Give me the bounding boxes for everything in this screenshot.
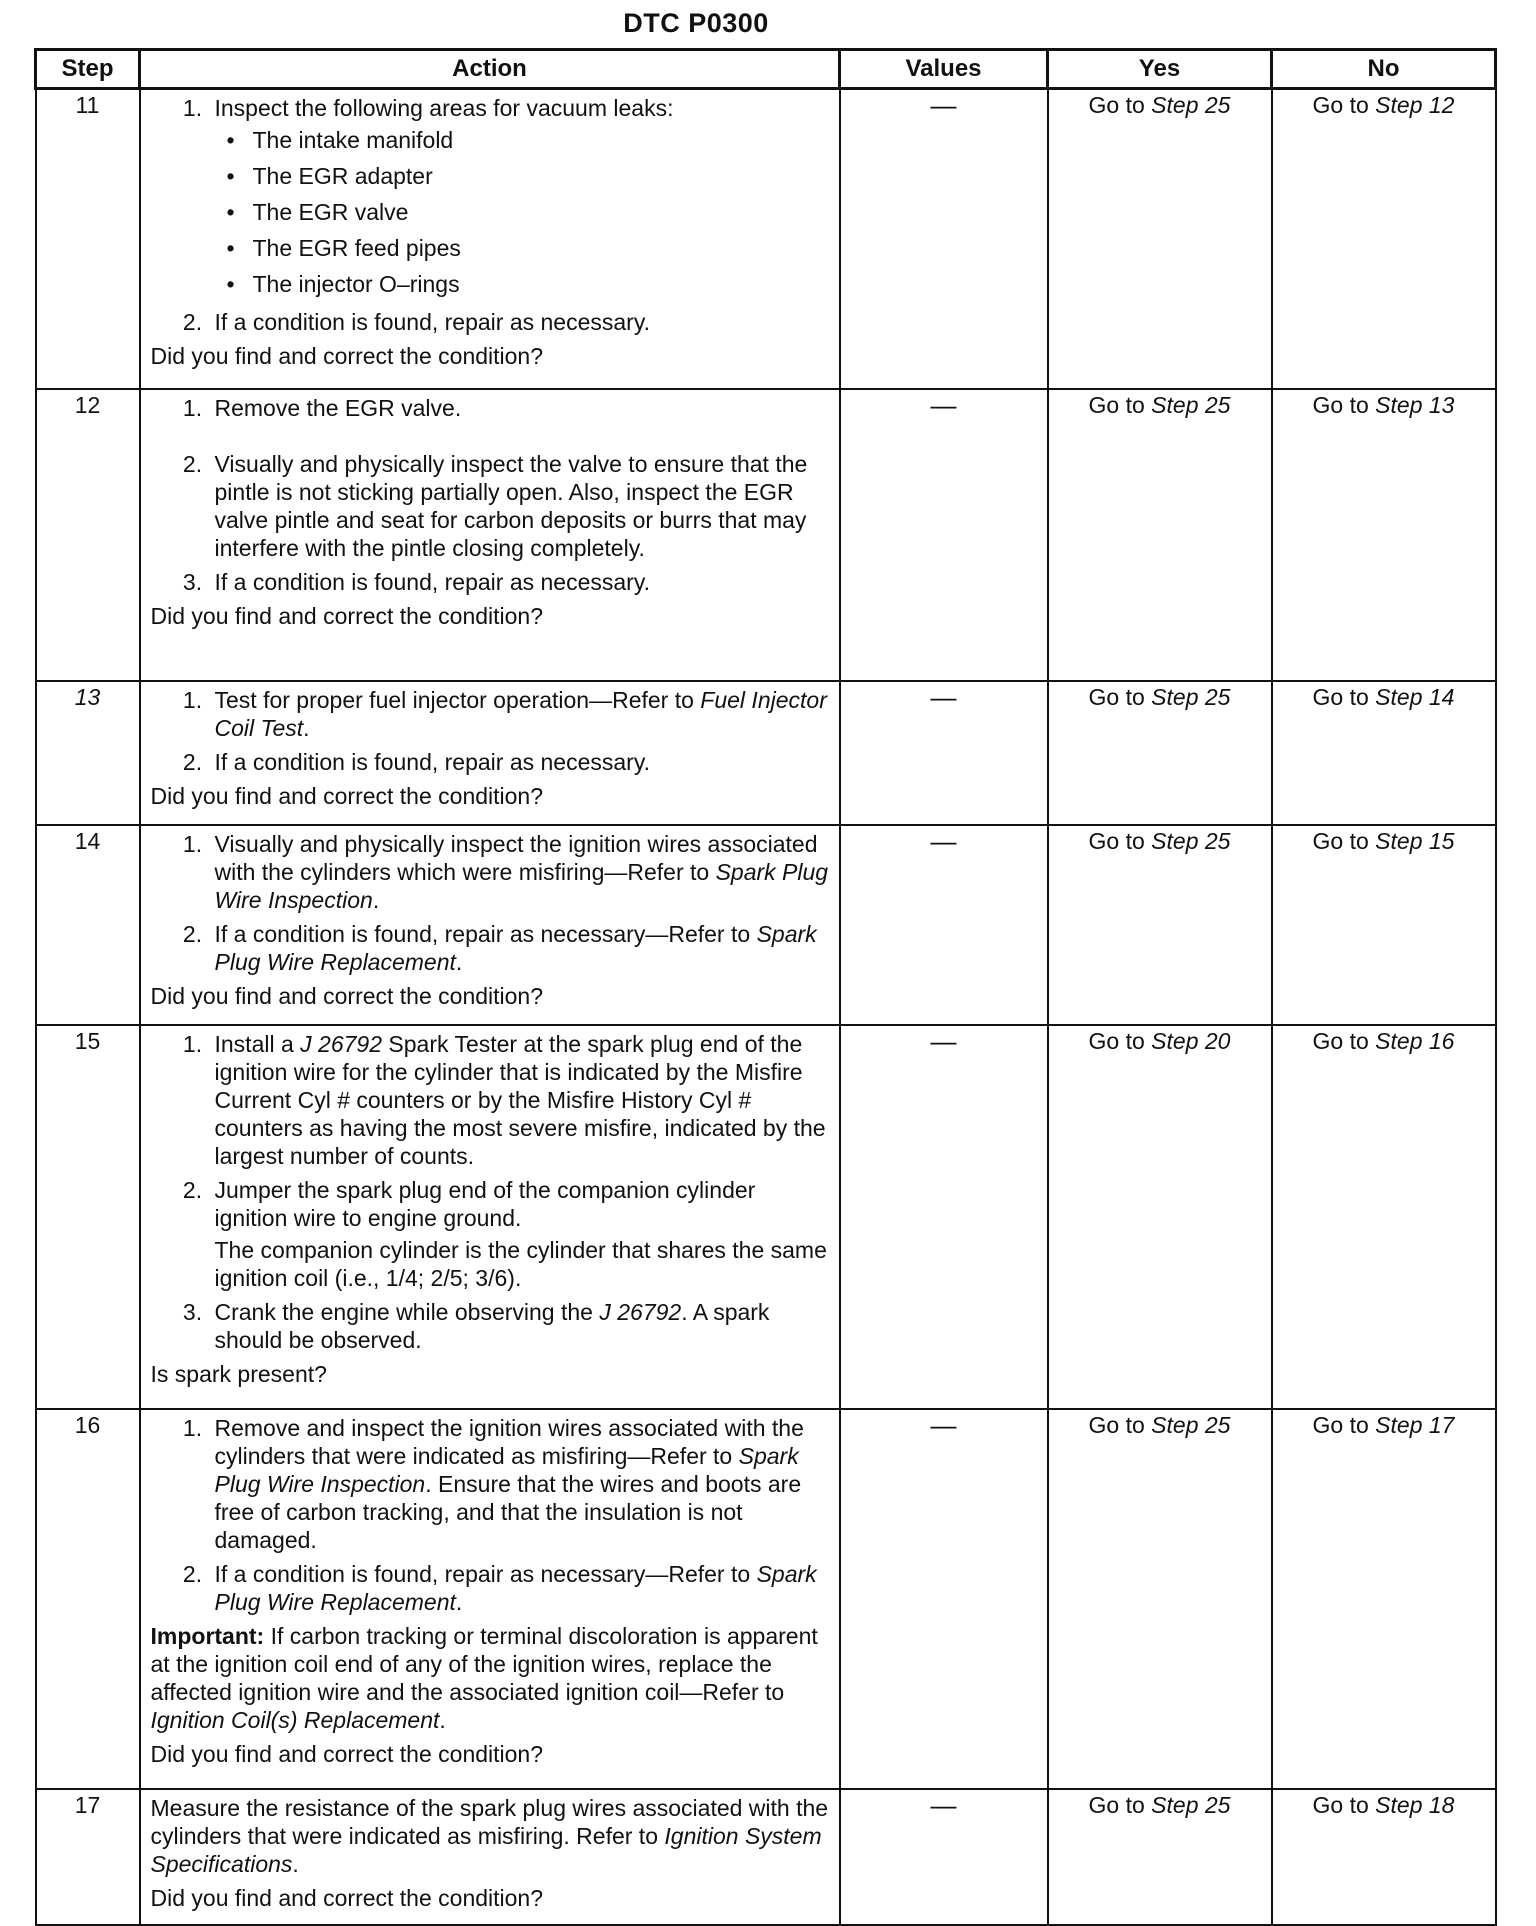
- no-step-link: Step 17: [1375, 1411, 1455, 1438]
- question: Did you find and correct the condition?: [150, 982, 544, 1009]
- tool-name: J 26792: [300, 1030, 383, 1057]
- reference: Ignition System Specifications: [150, 1822, 822, 1877]
- question: Is spark present?: [150, 1360, 327, 1387]
- yes-cell: Go to Step 25: [1048, 681, 1272, 825]
- no-step-link: Step 13: [1375, 391, 1455, 418]
- reference: Spark Plug Wire Replacement: [214, 1560, 817, 1615]
- action-item: 1. Test for proper fuel injector operation—Refer to Fuel Injector Coil Test.: [209, 686, 829, 742]
- step-number: 14: [36, 825, 140, 1025]
- no-step-link: Step 18: [1375, 1791, 1455, 1818]
- bullet-item: • The intake manifold: [247, 122, 829, 158]
- action-item: 1. Inspect the following areas for vacuum leaks: • The intake manifold • The EGR adapter • The EGR valve • The EGR feed pipes • The injector O–rings: [209, 94, 829, 302]
- bullet-item: • The EGR adapter: [247, 158, 829, 194]
- header-yes: Yes: [1048, 50, 1272, 89]
- action-cell: [140, 389, 840, 681]
- no-cell: Go to Step 17: [1272, 1409, 1496, 1789]
- dtc-table: [34, 48, 1497, 1926]
- table-row: [36, 681, 1496, 825]
- header-values: Values: [840, 50, 1048, 89]
- action-item: 1. Remove the EGR valve.: [209, 394, 829, 422]
- no-cell: Go to Step 15: [1272, 825, 1496, 1025]
- yes-cell: Go to Step 25: [1048, 1789, 1272, 1925]
- action-item: 2. Visually and physically inspect the valve to ensure that the pintle is not sticking partially open. Also, inspect the EGR valve pintle and seat for carbon deposits or burrs that may interfere with the pintle closing completely.: [209, 450, 829, 562]
- header-action: Action: [140, 50, 840, 89]
- action-item: 3. Crank the engine while observing the J 26792. A spark should be observed.: [209, 1298, 829, 1354]
- no-step-link: Step 14: [1375, 683, 1455, 710]
- reference: Spark Plug Wire Inspection: [214, 1442, 799, 1497]
- action-cell: [140, 681, 840, 825]
- step-number: 15: [36, 1025, 140, 1409]
- action-item: 3. If a condition is found, repair as necessary.: [209, 568, 829, 596]
- reference: Fuel Injector Coil Test: [214, 686, 827, 741]
- yes-cell: Go to Step 20: [1048, 1025, 1272, 1409]
- bullet-item: • The injector O–rings: [247, 266, 829, 302]
- action-item: 1. Remove and inspect the ignition wires associated with the cylinders that were indicated as misfiring—Refer to Spark Plug Wire Inspection. Ensure that the wires and boots are free of carbon tracking, and that the insulation is not damaged.: [209, 1414, 829, 1554]
- action-item: 2. If a condition is found, repair as necessary.: [209, 748, 829, 776]
- action-item: 2. If a condition is found, repair as necessary.: [209, 308, 829, 336]
- no-cell: Go to Step 16: [1272, 1025, 1496, 1409]
- reference: Ignition Coil(s) Replacement: [150, 1706, 440, 1733]
- action-item: 1. Install a J 26792 Spark Tester at the spark plug end of the ignition wire for the cylinder that is indicated by the Misfire Current Cyl # counters or by the Misfire History Cyl # counters as having the most severe misfire, indicated by the largest number of counts.: [209, 1030, 829, 1170]
- values-cell: —: [840, 681, 1048, 825]
- tool-name: J 26792: [599, 1298, 682, 1325]
- values-cell: —: [840, 825, 1048, 1025]
- action-cell: [140, 1789, 840, 1925]
- values-cell: —: [840, 89, 1048, 389]
- step-number: 16: [36, 1409, 140, 1789]
- action-cell: [140, 89, 840, 389]
- no-step-link: Step 16: [1375, 1027, 1455, 1054]
- no-cell: Go to Step 14: [1272, 681, 1496, 825]
- bullet-list: [215, 122, 829, 302]
- yes-step-link: Step 25: [1151, 827, 1231, 854]
- values-cell: —: [840, 1789, 1048, 1925]
- action-cell: [140, 1409, 840, 1789]
- values-cell: —: [840, 1409, 1048, 1789]
- question: Did you find and correct the condition?: [150, 343, 544, 369]
- note: The companion cylinder is the cylinder that shares the same ignition coil (i.e., 1/4; 2/5; 3/6).: [214, 1236, 827, 1291]
- table-row: [36, 389, 1496, 681]
- action-list: [151, 1414, 829, 1616]
- table-header-row: [36, 50, 1496, 89]
- question: Did you find and correct the condition?: [150, 602, 544, 629]
- step-number: 13: [36, 681, 140, 825]
- no-step-link: Step 12: [1375, 92, 1455, 118]
- yes-cell: Go to Step 25: [1048, 389, 1272, 681]
- table-row: [36, 1409, 1496, 1789]
- table-row: [36, 825, 1496, 1025]
- yes-step-link: Step 25: [1151, 92, 1231, 118]
- action-list: [151, 830, 829, 976]
- no-cell: Go to Step 13: [1272, 389, 1496, 681]
- question: Did you find and correct the condition?: [150, 1884, 544, 1911]
- yes-step-link: Step 25: [1151, 391, 1231, 418]
- action-item: 2. Jumper the spark plug end of the companion cylinder ignition wire to engine ground. The companion cylinder is the cylinder that shares the same ignition coil (i.e., 1/4; 2/5; 3/6).: [209, 1176, 829, 1292]
- yes-cell: Go to Step 25: [1048, 1409, 1272, 1789]
- header-step: Step: [36, 50, 140, 89]
- page-title: DTC P0300: [623, 8, 769, 38]
- yes-step-link: Step 25: [1151, 1411, 1231, 1438]
- yes-cell: Go to Step 25: [1048, 89, 1272, 389]
- no-cell: Go to Step 18: [1272, 1789, 1496, 1925]
- action-text: Measure the resistance of the spark plug wires associated with the cylinders that were indicated as misfiring. Refer to Ignition System Specifications.: [150, 1794, 829, 1877]
- header-no: No: [1272, 50, 1496, 89]
- action-list: [151, 394, 829, 596]
- values-cell: —: [840, 1025, 1048, 1409]
- table-row: [36, 1789, 1496, 1925]
- action-list: [151, 94, 829, 336]
- table-row: [36, 1025, 1496, 1409]
- yes-step-link: Step 20: [1151, 1027, 1231, 1054]
- action-list: [151, 686, 829, 776]
- yes-step-link: Step 25: [1151, 683, 1231, 710]
- no-step-link: Step 15: [1375, 827, 1455, 854]
- action-item: 1. Visually and physically inspect the ignition wires associated with the cylinders which were misfiring—Refer to Spark Plug Wire Inspection.: [209, 830, 829, 914]
- yes-step-link: Step 25: [1151, 1791, 1231, 1818]
- bullet-item: • The EGR valve: [247, 194, 829, 230]
- question: Did you find and correct the condition?: [150, 1740, 544, 1767]
- reference: Spark Plug Wire Replacement: [214, 920, 817, 975]
- table-row: [36, 89, 1496, 389]
- action-list: [151, 1030, 829, 1354]
- step-number: 17: [36, 1789, 140, 1925]
- action-cell: [140, 1025, 840, 1409]
- question: Did you find and correct the condition?: [150, 782, 544, 809]
- step-number: 11: [36, 89, 140, 389]
- no-cell: Go to Step 12: [1272, 89, 1496, 389]
- bullet-item: • The EGR feed pipes: [247, 230, 829, 266]
- step-number: 12: [36, 389, 140, 681]
- important-note: Important: If carbon tracking or terminal discoloration is apparent at the ignition coil end of any of the ignition wires, replace the affected ignition wire and the associated ignition coil—Refer to Ignition Coil(s) Replacement.: [150, 1622, 818, 1733]
- action-item: 2. If a condition is found, repair as necessary—Refer to Spark Plug Wire Replacement.: [209, 920, 829, 976]
- values-cell: —: [840, 389, 1048, 681]
- reference: Spark Plug Wire Inspection: [214, 858, 829, 913]
- action-cell: [140, 825, 840, 1025]
- action-item: 2. If a condition is found, repair as necessary—Refer to Spark Plug Wire Replacement.: [209, 1560, 829, 1616]
- yes-cell: Go to Step 25: [1048, 825, 1272, 1025]
